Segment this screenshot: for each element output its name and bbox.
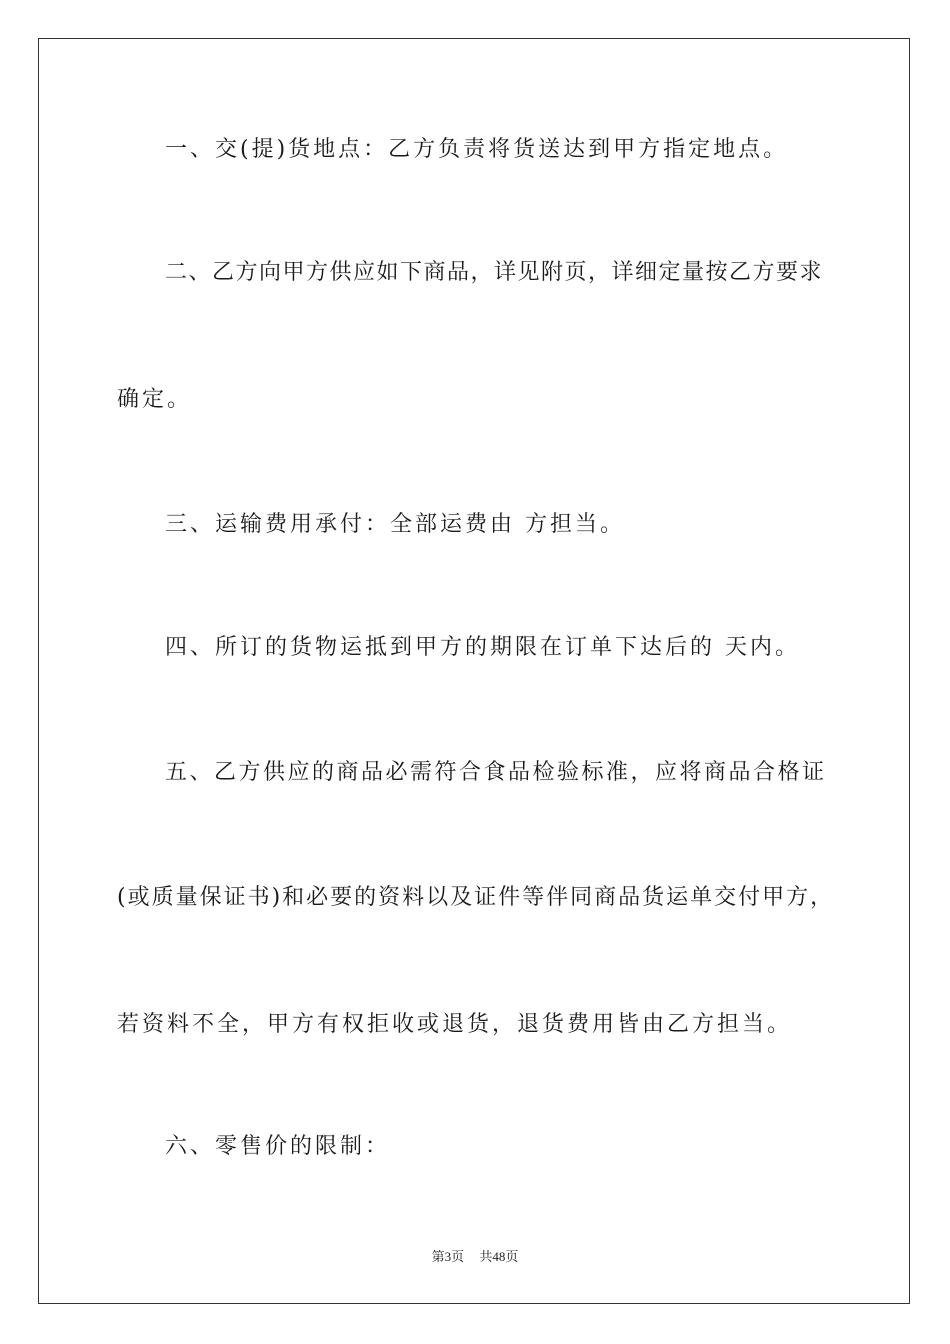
total-pages: 共48页	[479, 1249, 519, 1264]
page-footer	[0, 1246, 950, 1265]
clause-5-line-2: (或质量保证书)和必要的资料以及证件等伴同商品货运单交付甲方，	[117, 885, 835, 910]
page-number: 第3页	[431, 1249, 465, 1264]
clause-1-line: 一、交(提)货地点：乙方负责将货送达到甲方指定地点。	[165, 137, 789, 162]
clause-5-line-3: 若资料不全，甲方有权拒收或退货，退货费用皆由乙方担当。	[117, 1012, 793, 1037]
clause-4-line: 四、所订的货物运抵到甲方的期限在订单下达后的 天内。	[165, 635, 800, 660]
clause-2-line-2: 确定。	[117, 387, 193, 412]
page-border	[38, 38, 910, 1304]
clause-6-line: 六、零售价的限制：	[165, 1134, 391, 1159]
clause-2-line-1: 二、乙方向甲方供应如下商品，详见附页，详细定量按乙方要求	[165, 260, 824, 285]
clause-3-line: 三、运输费用承付：全部运费由 方担当。	[165, 512, 625, 537]
clause-5-line-1: 五、乙方供应的商品必需符合食品检验标准，应将商品合格证	[165, 760, 827, 785]
